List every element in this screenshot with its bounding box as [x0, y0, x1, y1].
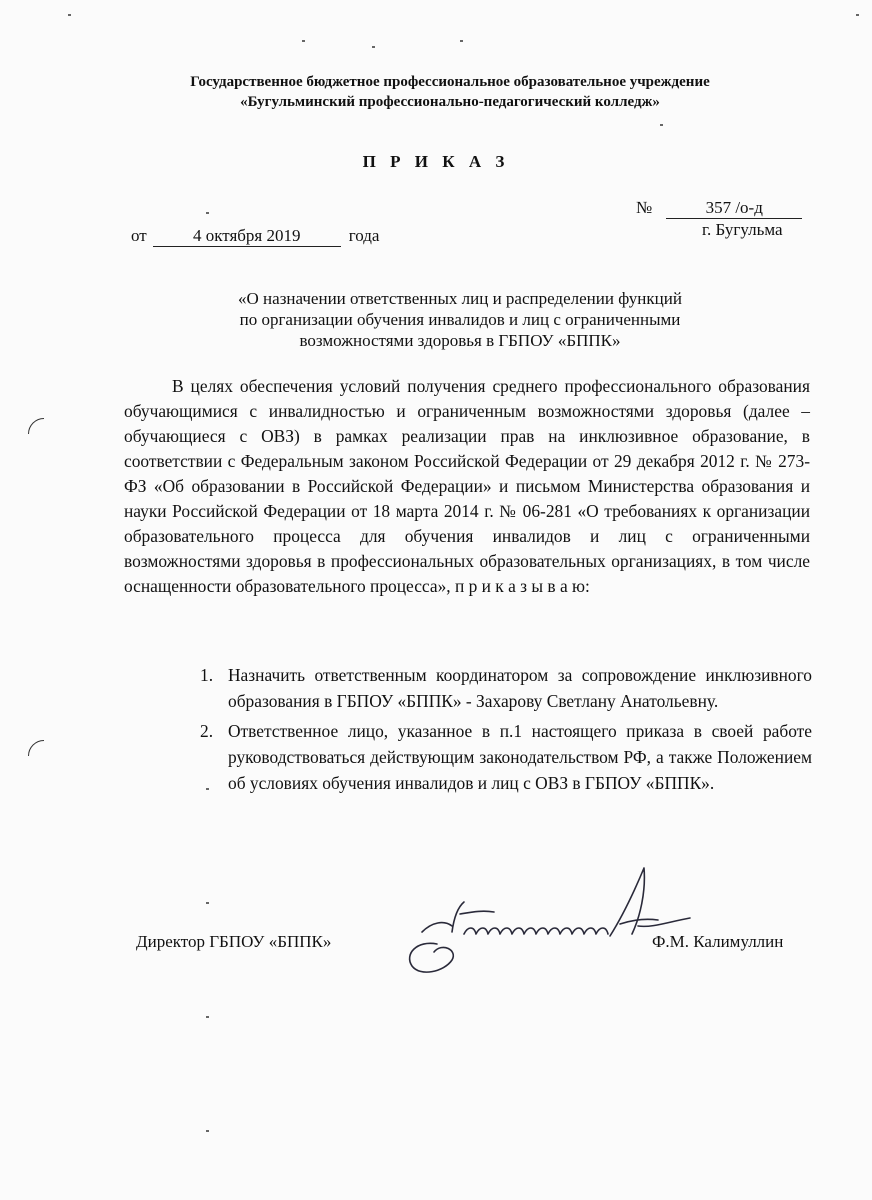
preamble-paragraph: В целях обеспечения условий получения среднего профессионального образования обучающимися с инвалидностью и ограниченным возможностями здоровья (далее – обучающиеся с ОВЗ) в рамках реализации прав на инклюзивное образование, в соответствии с Федеральным законом Российской Федерации от 29 декабря 2012 г. № 273-ФЗ «Об образовании в Российской Федерации» и письмом Министерства образования и науки Российской Федерации от 18 марта 2014 г. № 06-281 «О требованиях к организации образовательного процесса для обучения инвалидов и лиц с ограниченными возможностями здоровья в профессиональных образовательных организациях, в том числе оснащенности образовательного процесса», п р и к а з ы в а ю: [124, 376, 810, 596]
item-number: 1. [200, 665, 214, 685]
order-number [636, 198, 802, 219]
subject-line-2: по организации обучения инвалидов и лиц с ограниченными [239, 310, 681, 329]
order-city: г. Бугульма [702, 220, 783, 239]
scan-speck [206, 212, 209, 214]
scan-speck [206, 1130, 209, 1132]
order-item-1 [200, 662, 812, 714]
org-name-line1: Государственное бюджетное профессиональное образовательное учреждение [190, 74, 710, 90]
order-body [124, 374, 810, 599]
scan-speck [302, 40, 305, 42]
order-subject [160, 288, 760, 351]
org-name-line2: «Бугульминский профессионально-педагогический колледж» [240, 94, 660, 110]
subject-line-3: возможностями здоровья в ГБПОУ «БППК» [299, 331, 621, 350]
order-number-value: 357 /о-д [666, 198, 802, 219]
scan-speck [206, 788, 209, 790]
date-suffix: года [348, 226, 380, 245]
document-title: П Р И К А З [362, 152, 510, 171]
order-date-value: 4 октября 2019 [153, 226, 341, 247]
scan-speck [856, 14, 859, 16]
scan-speck [206, 902, 209, 904]
punch-hole-bottom [28, 740, 60, 772]
scan-speck [206, 1016, 209, 1018]
order-item-2 [200, 718, 812, 796]
number-sign: № [636, 198, 653, 217]
scan-speck [460, 40, 463, 42]
signer-name: Ф.М. Калимуллин [652, 932, 784, 951]
date-prefix: от [131, 226, 147, 245]
scan-speck [372, 46, 375, 48]
scan-speck [68, 14, 71, 16]
order-items [200, 662, 812, 800]
subject-line-1: «О назначении ответственных лиц и распределении функций [238, 289, 682, 308]
item-text: Назначить ответственным координатором за сопровождение инклюзивного образования в ГБПОУ «БППК» - Захарову Светлану Анатольевну. [228, 665, 812, 711]
item-text: Ответственное лицо, указанное в п.1 настоящего приказа в своей работе руководствоваться действующим законодательством РФ, а также Положением об условиях обучения инвалидов и лиц с ОВЗ в ГБПОУ «БППК». [228, 721, 812, 793]
punch-hole-top [28, 418, 60, 450]
signer-title: Директор ГБПОУ «БППК» [136, 932, 332, 951]
scan-speck [660, 124, 663, 126]
order-date [131, 226, 379, 247]
item-number: 2. [200, 721, 214, 741]
handwritten-signature [382, 862, 702, 982]
